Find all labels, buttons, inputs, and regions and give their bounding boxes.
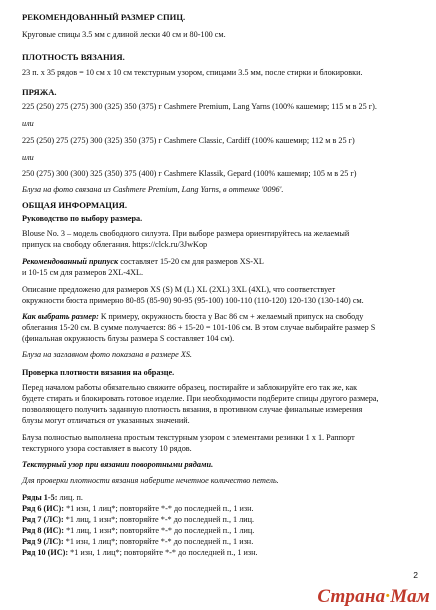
check-line-2: будете стирать и блокировать готовое изделие. При необходимости подберите спицы другого размера,	[22, 394, 379, 403]
gauge-heading: ПЛОТНОСТЬ ВЯЗАНИЯ.	[22, 52, 125, 62]
pattern-row: Ряд 10 (ИС): *1 изн, 1 лиц*; повторяйте *-* до последней п., 1 изн.	[22, 548, 258, 557]
general-heading: ОБЩАЯ ИНФОРМАЦИЯ.	[22, 200, 128, 210]
blouse-line-1: Blouse No. 3 – модель свободного силуэта. При выборе размера ориентируйтесь на желаемый	[22, 229, 350, 238]
pattern-row: Ряд 9 (ЛС): *1 изн, 1 лиц*; повторяйте *-* до последней п., 1 изн.	[22, 537, 254, 546]
ease-line-1: Рекомендованный припуск составляет 15-20 см для размеров XS-XL	[22, 257, 264, 266]
pattern-row: Ряд 7 (ЛС): *1 лиц, 1 изн*; повторяйте *-* до последней п., 1 лиц.	[22, 515, 255, 524]
yarn-option-2: 225 (250) 275 (275) 300 (325) 350 (375) г Cashmere Classic, Cardiff (100% кашемир; 112 м в 25 г)	[22, 136, 355, 145]
check-line-3: позволяющего получить заданную плотность вязания, в противном случае финальные измерения	[22, 405, 363, 414]
choose-line-3: (финальная окружность блузы размера S составляет 104 см).	[22, 334, 235, 343]
yarn-option-3: 250 (275) 300 (300) 325 (350) 375 (400) г Cashmere Klassik, Gepard (100% кашемир; 105 м в 25 г)	[22, 169, 357, 178]
choose-label: Как выбрать размер:	[22, 312, 99, 321]
pattern-heading: Текстурный узор при вязании поворотными рядами.	[22, 460, 214, 469]
sizes-line-1: Описание предложено для размеров XS (S) M (L) XL (2XL) 3XL (4XL), что соответствует	[22, 285, 336, 294]
yarn-option-1: 225 (250) 275 (275) 300 (325) 350 (375) г Cashmere Premium, Lang Yarns (100% кашемир; 115 м в 25 г).	[22, 102, 377, 111]
pattern-row: Ряды 1-5: лиц. п.	[22, 493, 83, 502]
check-line-4: блузы могут отличаться от указанных значений.	[22, 416, 190, 425]
blouse-line-2: припуск на свободу облегания. https://clck.ru/3JwKop	[22, 240, 208, 249]
pattern-row: Ряд 6 (ИС): *1 изн, 1 лиц*; повторяйте *-* до последней п., 1 изн.	[22, 504, 254, 513]
check-line-5: Блуза полностью выполнена простым текстурным узором с элементами резинки 1 x 1. Раппорт	[22, 433, 355, 442]
page-number: 2	[413, 570, 418, 580]
size-guide-title: Руководство по выбору размера.	[22, 214, 143, 223]
ease-line-2: и 10-15 см для размеров 2XL-4XL.	[22, 268, 144, 277]
gauge-check-heading: Проверка плотности вязания на образце.	[22, 368, 175, 377]
needles-heading: РЕКОМЕНДОВАННЫЙ РАЗМЕР СПИЦ.	[22, 12, 186, 22]
gauge-text: 23 п. x 35 рядов = 10 см x 10 см текстурным узором, спицами 3.5 мм, после стирки и блокировки.	[22, 68, 363, 77]
choose-line-2: облегания 15-20 см. В сумме получается: 86 + 15-20 = 101-106 см. В этом случае выбирайте размер S	[22, 323, 376, 332]
yarn-heading: ПРЯЖА.	[22, 87, 57, 97]
sizes-line-2: окружности бюста примерно 80-85 (85-90) 90-95 (95-100) 100-110 (110-120) 120-130 (130-140) см.	[22, 296, 364, 305]
pattern-note: Для проверки плотности вязания наберите нечетное количество петель.	[22, 476, 279, 485]
needles-text: Круговые спицы 3.5 мм с длиной лески 40 см и 80-100 см.	[22, 30, 226, 39]
check-line-1: Перед началом работы обязательно свяжите образец, постирайте и заблокируйте его так же, как	[22, 383, 358, 392]
choose-line-1: Как выбрать размер: К примеру, окружность бюста у Вас 86 см + желаемый припуск на свободу	[22, 312, 364, 321]
pattern-row: Ряд 8 (ИС): *1 лиц, 1 изн*; повторяйте *-* до последней п., 1 лиц.	[22, 526, 255, 535]
check-line-6: текстурного узора составляет в высоту 10 рядов.	[22, 444, 192, 453]
photo-size-note: Блуза на заглавном фото показана в размере XS.	[22, 350, 192, 359]
site-watermark: Страна·Мам	[317, 586, 430, 607]
yarn-photo-note: Блуза на фото связана из Cashmere Premium, Lang Yarns, в оттенке '0096'.	[22, 185, 284, 194]
watermark-dot-icon: ·	[385, 586, 391, 607]
ease-label: Рекомендованный припуск	[22, 257, 119, 266]
yarn-or-2: или	[22, 153, 34, 162]
yarn-or-1: или	[22, 119, 34, 128]
